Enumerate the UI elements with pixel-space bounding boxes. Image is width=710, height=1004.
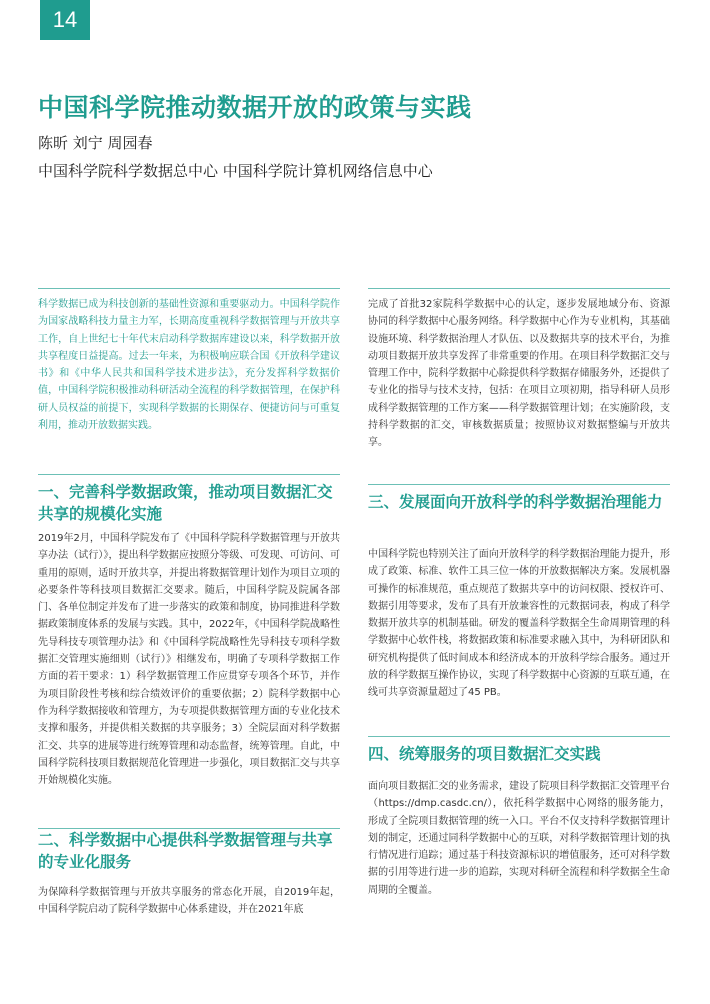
section-1-body-block xyxy=(38,530,340,789)
author-list: 陈昕 刘宁 周园春 xyxy=(38,134,153,152)
intro-paragraph: 科学数据已成为科技创新的基础性资源和重要驱动力。中国科学院作为国家战略科技力量主力军，长期高度重视科学数据管理与开放共享工作，自上世纪七十年代末启动科学数据库建设以来，科学数据开放共享程度日益提高。过去一年来，为积极响应联合国《开放科学建议书》和《中华人民共和国科学技术进步法》，充分发挥科学数据价值，中国科学院积极推动科研活动全流程的科学数据管理，在保护科研人员权益的前提下，实现科学数据的长期保存、便捷访问与可重复利用，推动开放数据实践。 xyxy=(38,299,340,432)
section-2-body-left: 为保障科学数据管理与开放共享服务的常态化开展，自2019年起，中国科学院启动了院科学数据中心体系建设，并在2021年底 xyxy=(38,887,340,916)
section-3-heading: 三、发展面向开放科学的科学数据治理能力 xyxy=(368,493,663,511)
section-2-heading: 二、科学数据中心提供科学数据管理与共享的专业化服务 xyxy=(38,831,333,871)
intro-paragraph-block xyxy=(38,296,340,434)
page-number-badge: 14 xyxy=(40,0,90,40)
section-2-body-right: 完成了首批32家院科学数据中心的认定，逐步发展地域分布、资源协同的科学数据中心服务网络。科学数据中心作为专业机构，其基础设施环境、科学数据治理人才队伍、以及数据共享的技术平台，为推动项目数据开放共享发挥了非常重要的作用。在项目科学数据汇交与管理工作中，院科学数据中心除提供科学数据存储服务外，还提供了专业化的指导与技术支持，包括：在项目立项初期，指导科研人员形成科学数据管理的工作方案——科学数据管理计划；在实施阶段，支持科学数据的汇交，审核数据质量；按照协议对数据整编与开放共享。 xyxy=(368,299,670,449)
section-4-heading: 四、统筹服务的项目数据汇交实践 xyxy=(368,745,601,763)
section-1 xyxy=(38,474,340,525)
section-3 xyxy=(368,484,670,513)
section-4-body-block xyxy=(368,778,670,899)
column-top-rule-left xyxy=(38,288,340,289)
section-4-body: 面向项目数据汇交的业务需求，建设了院项目科学数据汇交管理平台（https://dmp.casdc.cn/），依托科学数据中心网络的服务能力，形成了全院项目数据管理的统一入口。平台不仅支持科学数据管理计划的制定，还通过同科学数据中心的互联，对科学数据管理计划的执行情况进行追踪；通过基于科技资源标识的增值服务，还可对科学数据的引用等进行进一步的追踪，实现对科研全流程和科学数据全生命周期的全覆盖。 xyxy=(368,781,670,896)
section-2 xyxy=(38,828,340,873)
page-title: 中国科学院推动数据开放的政策与实践 xyxy=(38,93,472,122)
column-top-rule-right xyxy=(368,288,670,289)
affiliation: 中国科学院科学数据总中心 中国科学院计算机网络信息中心 xyxy=(38,162,433,180)
section-1-heading: 一、完善科学数据政策，推动项目数据汇交共享的规模化实施 xyxy=(38,483,333,523)
section-3-body-block xyxy=(368,546,670,702)
section-4 xyxy=(368,736,670,765)
section-2-body-right-block xyxy=(368,296,670,452)
section-3-rule xyxy=(368,484,670,485)
section-1-body: 2019年2月，中国科学院发布了《中国科学院科学数据管理与开放共享办法（试行）》，提出科学数据应按照分等级、可发现、可访问、可重用的原则，适时开放共享，并提出将数据管理计划作为项目立项的必要条件等科技项目数据汇交要求。随后，中国科学院及院属各部门、各单位制定并发布了进一步落实的政策和制度，协同推进科学数据政策制度体系的发展与实践。其中，2022年，《中国科学院战略性先导科技专项管理办法》和《中国科学院战略性先导科技专项科学数据汇交管理实施细则（试行）》相继发布，明确了专项科学数据工作方面的若干要求：1）科学数据管理工作应贯穿专项各个环节，并作为项目阶段性考核和综合绩效评价的重要依据；2）院科学数据中心作为科学数据接收和管理方，为专项提供数据管理方面的专业化技术支撑和服务，并提供相关数据的共享服务；3）全院层面对科学数据汇交、共享的进展等进行统筹管理和动态监督，统筹管理。自此，中国科学院科技项目数据规范化管理进一步强化，项目数据汇交与共享开始规模化实施。 xyxy=(38,533,340,787)
section-1-rule xyxy=(38,474,340,475)
section-4-rule xyxy=(368,736,670,737)
section-2-body-left-block xyxy=(38,884,340,919)
section-3-body: 中国科学院也特别关注了面向开放科学的科学数据治理能力提升，形成了政策、标准、软件工具三位一体的开放数据解决方案。发展机器可操作的标准规范，重点规范了数据共享中的访问权限、授权许可、数据引用等要求，发布了具有开放兼容性的元数据词表，构成了科学数据开放共享的机制基础。研发的覆盖科学数据全生命周期管理的科学数据中心软件栈，将数据政策和标准要求融入其中，为科研团队和研究机构提供了低时间成本和经济成本的开放科学综合服务。通过开放的科学数据互操作协议，实现了科学数据中心资源的互联互通，在线可共享资源量超过了45 PB。 xyxy=(368,549,670,699)
